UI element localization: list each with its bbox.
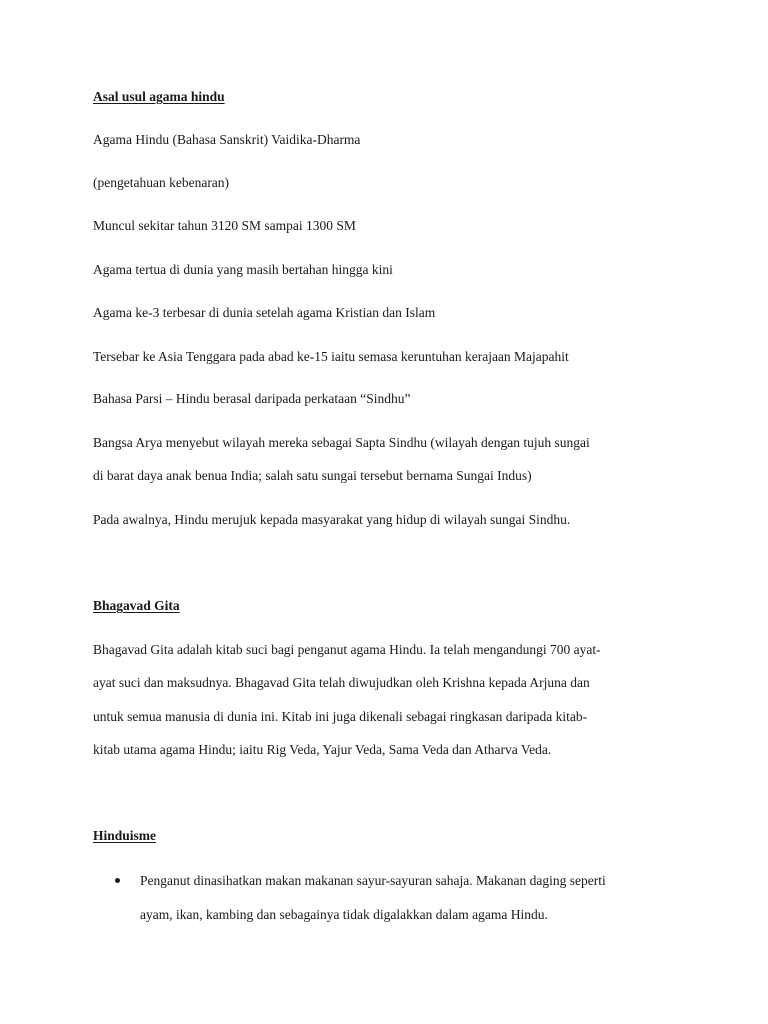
paragraph-line: Agama ke-3 terbesar di dunia setelah agama Kristian dan Islam xyxy=(93,305,436,320)
paragraph-line: (pengetahuan kebenaran) xyxy=(93,175,230,190)
section-heading-hinduisme: Hinduisme xyxy=(93,828,157,843)
bullet-item-line: Penganut dinasihatkan makan makanan sayur-sayuran sahaja. Makanan daging seperti xyxy=(140,873,606,888)
paragraph-line: Tersebar ke Asia Tenggara pada abad ke-15 iaitu semasa keruntuhan kerajaan Majapahit xyxy=(93,349,569,364)
paragraph-line: Bhagavad Gita adalah kitab suci bagi penganut agama Hindu. Ia telah mengandungi 700 ayat- xyxy=(93,642,601,657)
paragraph-line: Bahasa Parsi – Hindu berasal daripada perkataan “Sindhu” xyxy=(93,391,411,406)
section-heading-bhagavad-gita: Bhagavad Gita xyxy=(93,598,180,613)
paragraph-line: di barat daya anak benua India; salah satu sungai tersebut bernama Sungai Indus) xyxy=(93,468,532,483)
paragraph-line: Agama tertua di dunia yang masih bertahan hingga kini xyxy=(93,262,393,277)
paragraph-line: Agama Hindu (Bahasa Sanskrit) Vaidika-Dharma xyxy=(93,132,361,147)
paragraph-line: kitab utama agama Hindu; iaitu Rig Veda, Yajur Veda, Sama Veda dan Atharva Veda. xyxy=(93,742,552,757)
paragraph-line: Pada awalnya, Hindu merujuk kepada masyarakat yang hidup di wilayah sungai Sindhu. xyxy=(93,512,571,527)
paragraph-line: Bangsa Arya menyebut wilayah mereka sebagai Sapta Sindhu (wilayah dengan tujuh sungai xyxy=(93,435,590,450)
section-heading-asal-usul: Asal usul agama hindu xyxy=(93,89,225,104)
paragraph-line: untuk semua manusia di dunia ini. Kitab ini juga dikenali sebagai ringkasan daripada kitab- xyxy=(93,709,588,724)
paragraph-line: Muncul sekitar tahun 3120 SM sampai 1300 SM xyxy=(93,218,356,233)
paragraph-line: ayat suci dan maksudnya. Bhagavad Gita telah diwujudkan oleh Krishna kepada Arjuna dan xyxy=(93,675,590,690)
bullet-item-line: ayam, ikan, kambing dan sebagainya tidak digalakkan dalam agama Hindu. xyxy=(140,907,548,922)
bullet-icon xyxy=(115,878,120,883)
